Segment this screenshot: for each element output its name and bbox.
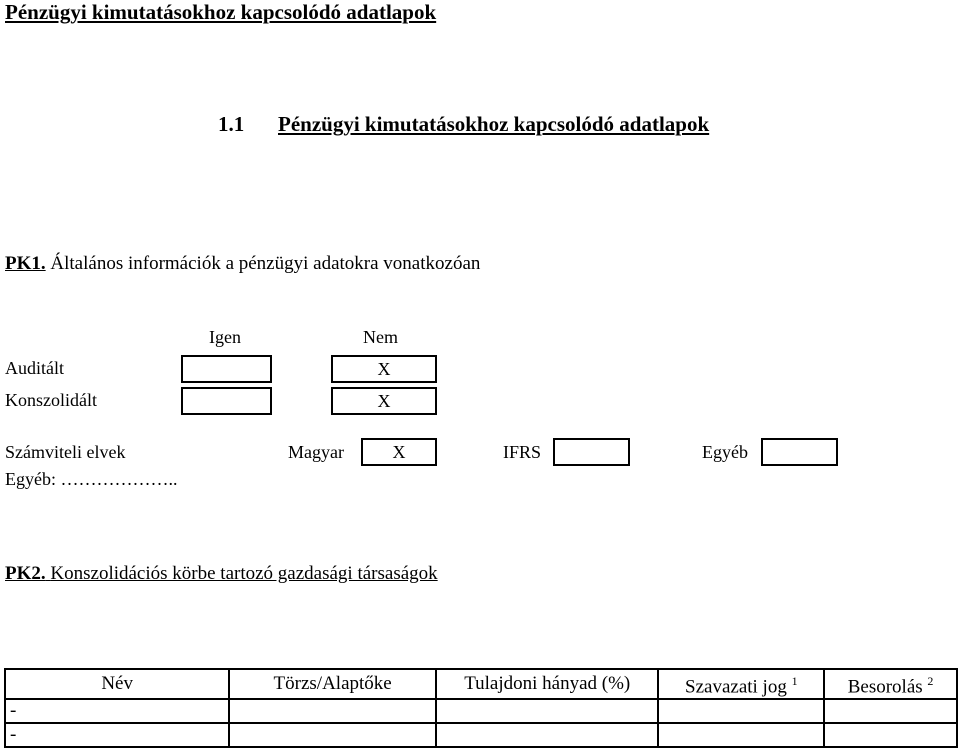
- ifrs-box[interactable]: [553, 438, 630, 466]
- cell-name[interactable]: -: [5, 699, 229, 723]
- pk2-code: PK2.: [5, 563, 46, 584]
- egyeb-box[interactable]: [761, 438, 838, 466]
- audited-no-box[interactable]: X: [331, 355, 437, 383]
- accounting-principles-label: Számviteli elvek: [5, 442, 126, 462]
- other-specify-line: Egyéb: ………………..: [5, 469, 178, 489]
- footnote-1-marker: 1: [791, 674, 798, 688]
- footnote-2-marker: 2: [927, 674, 934, 688]
- cell-voting[interactable]: [658, 699, 824, 723]
- table-header-row: [5, 669, 957, 699]
- pk1-heading: [5, 253, 480, 275]
- row-label-consolidated: Konszolidált: [5, 390, 97, 410]
- consolidated-no-box[interactable]: X: [331, 387, 437, 415]
- consolidated-yes-box[interactable]: [181, 387, 272, 415]
- cell-voting[interactable]: [658, 723, 824, 747]
- header-name: Név: [5, 669, 229, 699]
- pk1-title: Általános információk a pénzügyi adatokra vonatkozóan: [50, 253, 481, 274]
- col-header-no: Nem: [363, 327, 398, 347]
- section-title: Pénzügyi kimutatásokhoz kapcsolódó adatlapok: [278, 112, 710, 136]
- consolidated-companies-table: [4, 668, 958, 748]
- table-row: [5, 723, 957, 747]
- cell-class[interactable]: [824, 723, 957, 747]
- header-classification-label: Besorolás: [847, 676, 923, 698]
- col-header-yes: Igen: [209, 327, 241, 347]
- section-heading: [218, 112, 709, 137]
- header-classification: [824, 669, 957, 699]
- header-ownership-share: Tulajdoni hányad (%): [436, 669, 658, 699]
- row-label-audited: Auditált: [5, 358, 64, 378]
- table-row: [5, 699, 957, 723]
- cell-share[interactable]: [436, 723, 658, 747]
- pk2-heading: [5, 563, 438, 585]
- cell-capital[interactable]: [229, 699, 436, 723]
- document-title: Pénzügyi kimutatásokhoz kapcsolódó adatlapok: [5, 0, 437, 24]
- cell-capital[interactable]: [229, 723, 436, 747]
- pk1-code: PK1.: [5, 253, 46, 274]
- magyar-box[interactable]: X: [361, 438, 437, 466]
- audited-yes-box[interactable]: [181, 355, 272, 383]
- magyar-label: Magyar: [288, 442, 344, 462]
- header-voting-right: [658, 669, 824, 699]
- cell-class[interactable]: [824, 699, 957, 723]
- header-capital: Törzs/Alaptőke: [229, 669, 436, 699]
- ifrs-label: IFRS: [503, 442, 542, 462]
- cell-share[interactable]: [436, 699, 658, 723]
- egyeb-label: Egyéb: [702, 442, 748, 462]
- pk2-title: Konszolidációs körbe tartozó gazdasági társaságok: [50, 563, 438, 584]
- section-number: 1.1: [218, 112, 245, 136]
- header-voting-label: Szavazati jog: [685, 676, 787, 698]
- cell-name[interactable]: -: [5, 723, 229, 747]
